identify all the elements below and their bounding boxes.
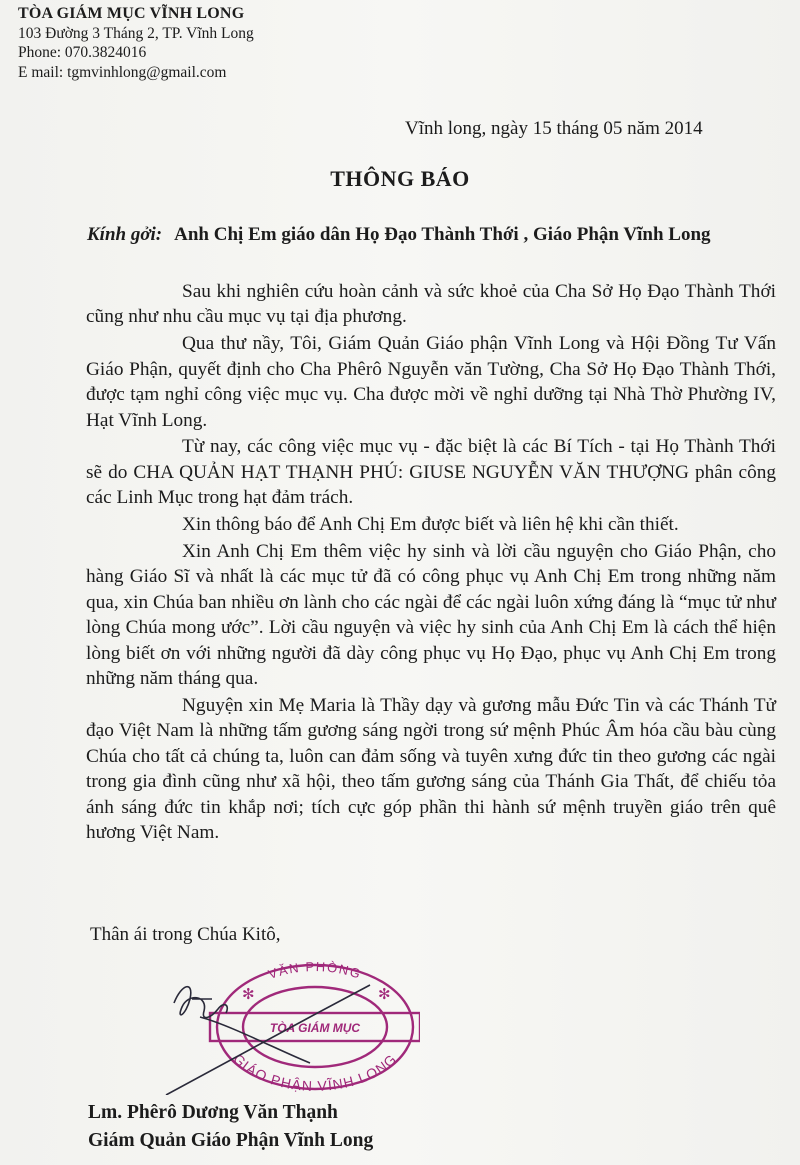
stamp-bottom-text: GIÁO PHẬN VĨNH LONG — [230, 1050, 400, 1094]
stamp-star-icon: ✻ — [242, 987, 255, 1003]
stamp-center-text: TÒA GIÁM MỤC — [269, 1021, 361, 1035]
closing-line: Thân ái trong Chúa Kitô, — [90, 924, 281, 945]
recipient-text: Anh Chị Em giáo dân Họ Đạo Thành Thới , Giáo Phận Vĩnh Long — [174, 224, 711, 245]
body-paragraph: Sau khi nghiên cứu hoàn cảnh và sức khoẻ của Cha Sở Họ Đạo Thành Thới cũng như nhu cầu mục vụ tại địa phương. — [86, 281, 776, 328]
stamp-top-text: VĂN PHÒNG — [266, 959, 364, 982]
body-paragraph: Qua thư nầy, Tôi, Giám Quản Giáo phận Vĩnh Long và Hội Đồng Tư Vấn Giáo Phận, quyết định cho Cha Phêrô Nguyễn văn Tường, Cha Sở Họ Đạo Thành Thới, được tạm nghỉ công việc mục vụ. Cha được mời về nghỉ dưỡng tại Nhà Thờ Phường IV, Hạt Vĩnh Long. — [86, 333, 776, 431]
letterhead-phone: Phone: 070.3824016 — [18, 44, 147, 61]
stamp-star-icon: ✻ — [378, 987, 391, 1003]
letterhead-email: E mail: tgmvinhlong@gmail.com — [18, 63, 227, 81]
stamp-graphic — [160, 955, 420, 1095]
official-stamp — [160, 955, 420, 1095]
body-paragraph: Từ nay, các công việc mục vụ - đặc biệt là các Bí Tích - tại Họ Thành Thới sẽ do CHA QUẢN HẠT THẠNH PHÚ: GIUSE NGUYỄN VĂN THƯỢNG phân công các Linh Mục trong hạt đảm trách. — [86, 436, 776, 509]
body-paragraph: Xin Anh Chị Em thêm việc hy sinh và lời cầu nguyện cho Giáo Phận, cho hàng Giáo Sĩ và nhất là các mục tử đã có công phục vụ Anh Chị Em trong những năm qua, xin Chúa ban nhiều ơn lành cho các ngài để các ngài luôn xứng đáng là “mục tử như lòng Chúa mong ước”. Lời cầu nguyện và việc hy sinh của Anh Chị Em là cách thể hiện lòng biết ơn với những người đã dày công phục vụ Họ Đạo, phục vụ Anh Chị Em trong những năm tháng qua. — [86, 541, 776, 690]
signer-title: Giám Quản Giáo Phận Vĩnh Long — [88, 1130, 374, 1151]
letter-date: Vĩnh long, ngày 15 tháng 05 năm 2014 — [405, 118, 703, 139]
recipient-line — [87, 224, 711, 246]
letter-body — [86, 279, 776, 847]
letterhead-org: TÒA GIÁM MỤC VĨNH LONG — [18, 5, 245, 22]
body-paragraph: Xin thông báo để Anh Chị Em được biết và liên hệ khi cần thiết. — [182, 514, 679, 536]
recipient-label: Kính gởi: — [87, 224, 163, 245]
signer-name: Lm. Phêrô Dương Văn Thạnh — [88, 1102, 338, 1123]
body-paragraph: Nguyện xin Mẹ Maria là Thầy dạy và gương mẫu Đức Tin và các Thánh Tử đạo Việt Nam là những tấm gương sáng ngời trong sứ mệnh Phúc Âm hóa cầu bàu cùng Chúa cho tất cả chúng ta, luôn can đảm sống và tuyên xưng đức tin theo gương các ngài trong gia đình cũng như xã hội, theo tấm gương sáng của Thánh Gia Thất, để chiếu tỏa ánh sáng đức tin khắp nơi; tích cực góp phần thi hành sứ mệnh truyền giáo trên quê hương Việt Nam. — [86, 695, 776, 844]
letterhead-address: 103 Đường 3 Tháng 2, TP. Vĩnh Long — [18, 24, 254, 42]
letterhead — [18, 4, 254, 82]
letter-title: THÔNG BÁO — [330, 166, 470, 191]
